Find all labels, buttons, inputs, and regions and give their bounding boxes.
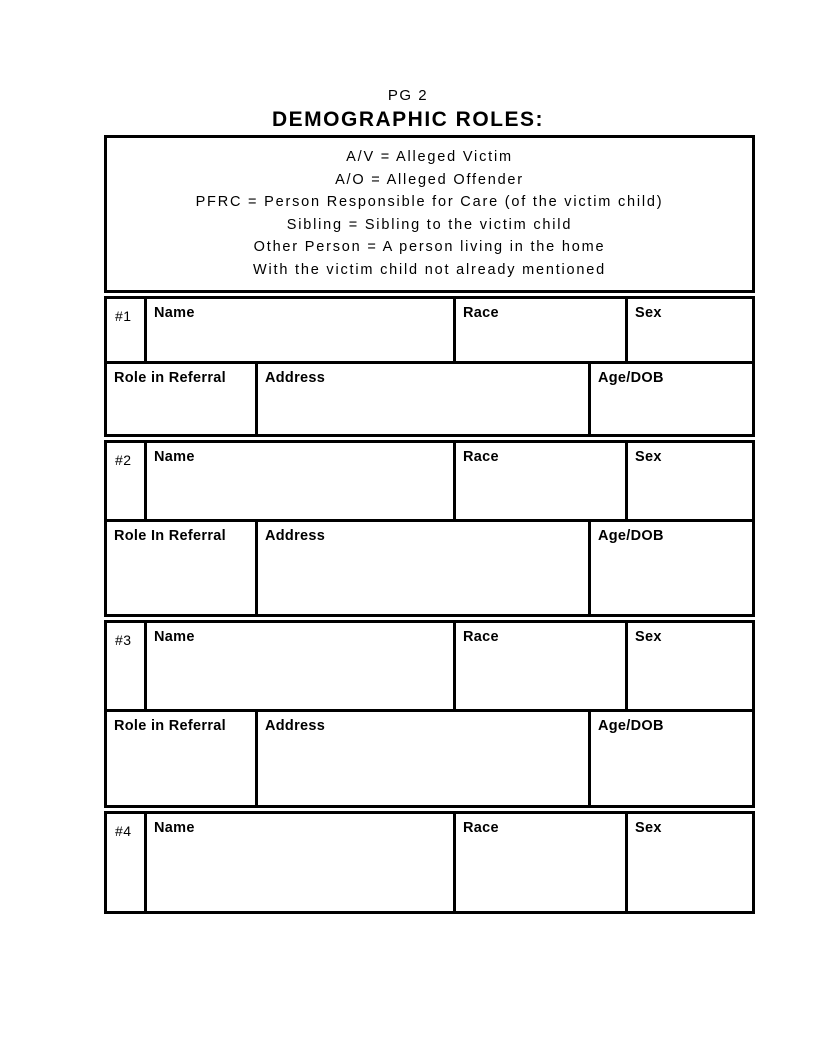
person-1-sex-value <box>635 322 745 332</box>
age-dob-label: Age/DOB <box>598 528 664 544</box>
person-1-name-field[interactable] <box>144 299 453 361</box>
address-label: Address <box>265 718 326 734</box>
person-3-name-row <box>107 623 752 709</box>
person-1-age-dob-value <box>598 387 745 397</box>
person-3-age-dob-field[interactable] <box>588 712 752 805</box>
person-1-address-field[interactable] <box>255 364 588 434</box>
legend-line-alleged-offender: A/O = Alleged Offender <box>335 171 524 188</box>
person-4-sex-field[interactable] <box>625 814 752 911</box>
person-2-address-value <box>265 545 581 555</box>
person-1-race-value <box>463 322 618 332</box>
sex-label: Sex <box>635 305 662 321</box>
person-3-role-value <box>114 735 248 745</box>
person-section-3 <box>104 620 755 808</box>
person-4-number: #4 <box>115 823 132 839</box>
person-3-sex-field[interactable] <box>625 623 752 709</box>
sex-label: Sex <box>635 449 662 465</box>
legend-line-alleged-victim: A/V = Alleged Victim <box>346 149 513 165</box>
person-4-race-field[interactable] <box>453 814 625 911</box>
demographic-roles-form <box>104 135 755 917</box>
person-1-name-row <box>107 299 752 361</box>
sex-label: Sex <box>635 629 662 645</box>
age-dob-label: Age/DOB <box>598 370 664 386</box>
race-label: Race <box>463 820 499 836</box>
person-1-race-field[interactable] <box>453 299 625 361</box>
person-section-1 <box>104 296 755 437</box>
person-2-number: #2 <box>115 452 132 468</box>
person-4-race-value <box>463 837 618 847</box>
page-title: DEMOGRAPHIC ROLES: <box>271 108 544 131</box>
role-label: Role in Referral <box>114 370 226 386</box>
legend-line-other-person-2: With the victim child not already mentioned <box>252 261 607 278</box>
person-4-name-field[interactable] <box>144 814 453 911</box>
person-3-address-field[interactable] <box>255 712 588 805</box>
person-3-name-value <box>154 646 446 656</box>
person-2-address-field[interactable] <box>255 522 588 614</box>
person-3-role-row <box>107 709 752 805</box>
name-label: Name <box>154 820 195 836</box>
person-2-race-field[interactable] <box>453 443 625 519</box>
person-section-2 <box>104 440 755 617</box>
legend-line-other-person: Other Person = A person living in the home <box>253 239 606 256</box>
person-2-name-row <box>107 443 752 519</box>
person-2-role-field[interactable] <box>107 522 255 614</box>
race-label: Race <box>463 629 499 645</box>
person-2-age-dob-value <box>598 545 745 555</box>
person-3-role-field[interactable] <box>107 712 255 805</box>
race-label: Race <box>463 449 499 465</box>
person-section-4 <box>104 811 755 914</box>
person-2-role-row <box>107 519 752 614</box>
name-label: Name <box>154 449 195 465</box>
race-label: Race <box>463 305 499 321</box>
person-1-role-row <box>107 361 752 434</box>
person-3-address-value <box>265 735 581 745</box>
person-3-number: #3 <box>115 632 132 648</box>
person-1-role-field[interactable] <box>107 364 255 434</box>
person-3-race-value <box>463 646 618 656</box>
person-2-sex-value <box>635 466 745 476</box>
person-3-sex-value <box>635 646 745 656</box>
name-label: Name <box>154 629 195 645</box>
person-1-name-value <box>154 322 446 332</box>
roles-legend-box <box>104 135 755 293</box>
person-1-sex-field[interactable] <box>625 299 752 361</box>
person-3-age-dob-value <box>598 735 745 745</box>
age-dob-label: Age/DOB <box>598 718 664 734</box>
page-number-label: PG 2 <box>387 87 429 104</box>
person-4-name-row <box>107 814 752 911</box>
person-3-race-field[interactable] <box>453 623 625 709</box>
person-2-race-value <box>463 466 618 476</box>
person-2-role-value <box>114 545 248 555</box>
role-label: Role In Referral <box>114 528 226 544</box>
person-1-role-value <box>114 387 248 397</box>
person-1-age-dob-field[interactable] <box>588 364 752 434</box>
sex-label: Sex <box>635 820 662 836</box>
legend-line-pfrc: PFRC = Person Responsible for Care (of the victim child) <box>195 194 664 211</box>
person-2-age-dob-field[interactable] <box>588 522 752 614</box>
person-1-address-value <box>265 387 581 397</box>
name-label: Name <box>154 305 195 321</box>
role-label: Role in Referral <box>114 718 226 734</box>
person-2-sex-field[interactable] <box>625 443 752 519</box>
person-3-name-field[interactable] <box>144 623 453 709</box>
legend-line-sibling: Sibling = Sibling to the victim child <box>286 216 573 233</box>
person-1-number: #1 <box>115 308 132 324</box>
address-label: Address <box>265 370 326 386</box>
person-4-name-value <box>154 837 446 847</box>
person-2-name-field[interactable] <box>144 443 453 519</box>
person-2-name-value <box>154 466 446 476</box>
address-label: Address <box>265 528 326 544</box>
person-4-sex-value <box>635 837 745 847</box>
